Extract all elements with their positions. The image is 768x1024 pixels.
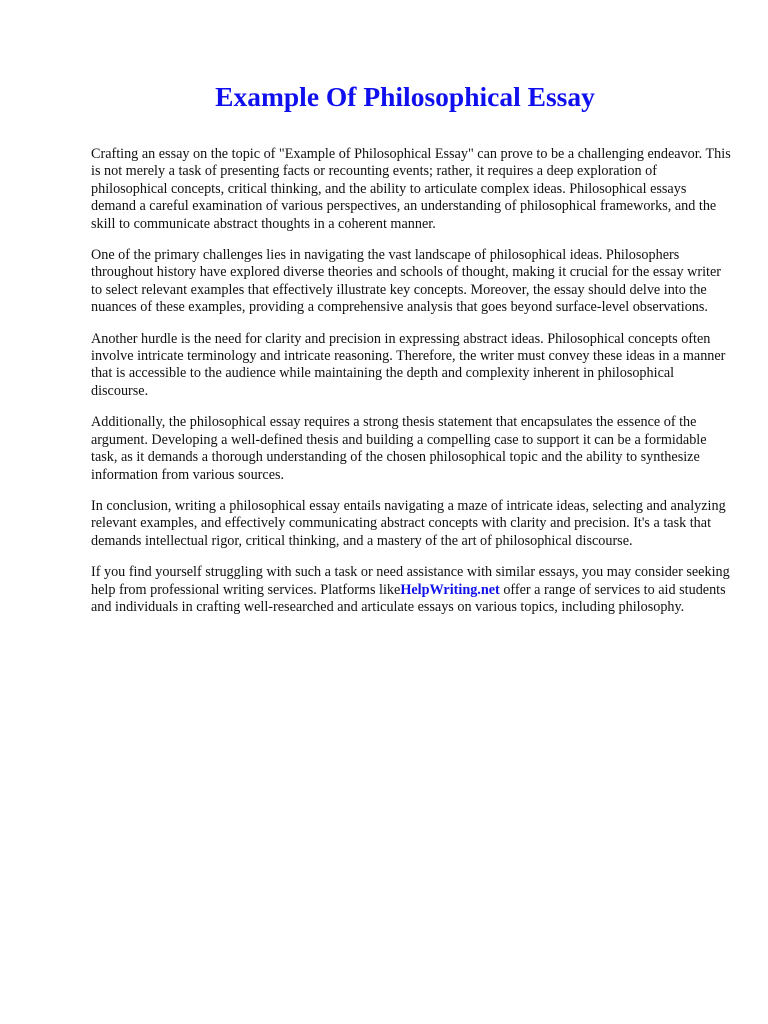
paragraph-2: One of the primary challenges lies in navigating the vast landscape of philosophical ideas. Philosophers throughout history have explored diverse theories and schools of thought, making it crucial for the essay writer to select relevant examples that effectively illustrate key concepts. Moreover, the essay should delve into the nuances of these examples, providing a comprehensive analysis that goes beyond surface-level observations. <box>91 247 721 316</box>
paragraph-1: Crafting an essay on the topic of "Example of Philosophical Essay" can prove to be a challenging endeavor. This is not merely a task of presenting facts or recounting events; rather, it requires a deep exploration of philosophical concepts, critical thinking, and the ability to articulate complex ideas. Philosophical essays demand a careful examination of various perspectives, an understanding of philosophical frameworks, and the skill to communicate abstract thoughts in a coherent manner. <box>91 146 731 232</box>
paragraph-5: In conclusion, writing a philosophical essay entails navigating a maze of intricate ideas, selecting and analyzing relevant examples, and effectively communicating abstract concepts with clarity and precision. It's a task that demands intellectual rigor, critical thinking, and a mastery of the art of philosophical discourse. <box>91 497 726 549</box>
paragraph-6-intro: If you find yourself struggling with such a task or need assistance with similar essays, you may consider seeking help from professional writing services. Platforms like <box>91 564 730 598</box>
paragraph-6-outro: offer a range of services to aid students and individuals in crafting well-researched and articulate essays on various topics, including philosophy. <box>91 581 726 615</box>
paragraph-6 <box>91 564 731 616</box>
helpwriting-link[interactable]: HelpWriting.net <box>400 581 500 598</box>
essay-body <box>91 146 731 630</box>
paragraph-4: Additionally, the philosophical essay requires a strong thesis statement that encapsulates the essence of the argument. Developing a well-defined thesis and building a compelling case to support it can be a formidable task, as it demands a thorough understanding of the chosen philosophical topic and the ability to synthesize information from various sources. <box>91 414 707 483</box>
paragraph-3: Another hurdle is the need for clarity and precision in expressing abstract ideas. Philosophical concepts often involve intricate terminology and intricate reasoning. Therefore, the writer must convey these ideas in a manner that is accessible to the audience while maintaining the depth and complexity inherent in philosophical discourse. <box>91 330 726 399</box>
page-title: Example Of Philosophical Essay <box>215 81 595 112</box>
